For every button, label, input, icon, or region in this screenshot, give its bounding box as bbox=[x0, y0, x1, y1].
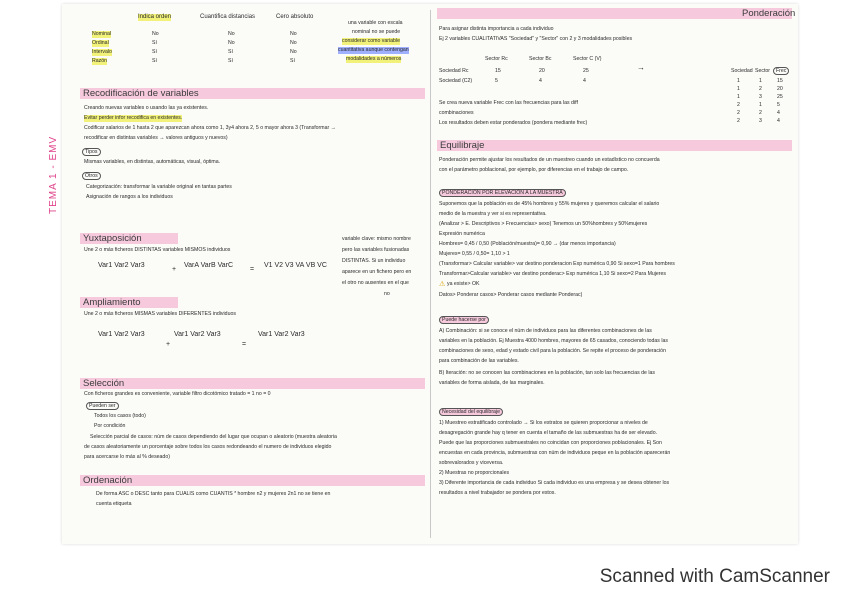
pond-cell: 20 bbox=[539, 68, 545, 74]
pond-right-header: Frec bbox=[773, 67, 789, 75]
pond-line: Para asignar distinta importancia a cada individuo bbox=[439, 26, 554, 32]
pond-col-header: Sector C (V) bbox=[573, 56, 602, 62]
orden-line: cuenta etiqueta bbox=[96, 501, 132, 507]
pond-right-cell: 5 bbox=[777, 102, 780, 108]
recod-line: Creando nuevas variables o usando las ya existentes. bbox=[84, 105, 209, 111]
pond-right-cell: 1 bbox=[737, 86, 740, 92]
pond-after-line: Se crea nueva variable Frec con las frecuencias para las diff bbox=[439, 100, 578, 106]
pond-row-name: Sociedad (C2) bbox=[439, 78, 473, 84]
hacer-title: Puede hacerse por bbox=[439, 316, 489, 324]
level-cell: No bbox=[290, 49, 297, 55]
selec-line: Con ficheros grandes es conveniente, variable filtro dicotómico tratado = 1 no = 0 bbox=[84, 391, 271, 397]
equil-line: Datos> Ponderar casos> Ponderar casos mediante Ponderac) bbox=[439, 292, 583, 298]
nec-line: resultados a nivel trabajador se pondera por estos. bbox=[439, 490, 556, 496]
pond-after-line: combinaciones bbox=[439, 110, 474, 116]
recod-line: Mismas variables, en distintas, automáticas, visual, óptima. bbox=[84, 159, 221, 165]
equil-subheading: PONDERACIÓN POR ELEVACIÓN A LA MUESTRA bbox=[439, 189, 566, 197]
tipos-label: Tipos bbox=[82, 148, 101, 156]
camscanner-watermark: Scanned with CamScanner bbox=[599, 566, 830, 587]
level-cell: No bbox=[228, 31, 235, 37]
levels-note: modalidades a números bbox=[346, 56, 402, 62]
level-row-name: Nominal bbox=[92, 31, 112, 37]
equil-line: Transformar>Calcular variable> var destino ponderac> Exp numérica 1,10 Si sexo=2 Para Mujeres bbox=[439, 271, 667, 277]
level-row-name: Intervalo bbox=[92, 49, 112, 55]
equil-line: ya existe> OK bbox=[447, 281, 480, 287]
levels-note: una variable con escala bbox=[348, 20, 403, 26]
level-cell: No bbox=[152, 31, 159, 37]
warning-icon: ⚠ bbox=[439, 281, 446, 288]
yuxta-line: Une 2 o más ficheros DISTINTAS variables MISMOS individuos bbox=[84, 247, 231, 253]
recod-line: recodificar en distintas variables → valores antiguos y nuevos) bbox=[84, 135, 228, 141]
levels-note: considerar como variable bbox=[342, 38, 400, 44]
levels-header-2: Cuantifica distancias bbox=[200, 14, 256, 20]
equil-line: con el parámetro poblacional, por ejemplo, por diferencias en el trabajo de campo. bbox=[439, 167, 629, 173]
nec-line: 2) Muestras no proporcionales bbox=[439, 470, 510, 476]
pond-row-name: Sociedad Rc bbox=[439, 68, 469, 74]
orden-line: De forma ASC o DESC tanto para CUALIS como CUANTIS * hombre n2 y mujeres 2n1 no se tiene en bbox=[96, 491, 331, 497]
side-title: TEMA 1 - EMV bbox=[48, 135, 59, 214]
pond-right-cell: 4 bbox=[777, 110, 780, 116]
nec-line: Puede que las proporciones submuestrales no coincidan con proporciones poblacionales. Ej Son bbox=[439, 440, 662, 446]
nec-line: sobrevalorados y viceversa. bbox=[439, 460, 504, 466]
scanned-page bbox=[48, 4, 798, 544]
recod-line: Asignación de rangos a los individuos bbox=[86, 194, 173, 200]
hacer-line: combinaciones de sexo, edad y estado civil para la población. Se repite el proceso de ponderación bbox=[439, 348, 666, 354]
pond-line: Ej 2 variables CUALITATIVAS "Sociedad" y "Sector" con 2 y 3 modalidades posibles bbox=[439, 36, 633, 42]
equil-line: Mujeres= 0,55 / 0,50= 1,10 > 1 bbox=[439, 251, 510, 257]
nec-title: Necesidad del equilibraje bbox=[439, 408, 503, 416]
equil-line: Expresión numérica bbox=[439, 231, 485, 237]
level-cell: Sí bbox=[228, 49, 233, 55]
level-cell: Sí bbox=[152, 40, 157, 46]
pond-right-header: Sociedad bbox=[731, 68, 753, 74]
level-row-name: Razón bbox=[92, 58, 107, 64]
yuxta-note: el otro no ausentes en el que bbox=[342, 280, 409, 286]
pond-right-cell: 1 bbox=[759, 78, 762, 84]
pond-right-cell: 2 bbox=[737, 110, 740, 116]
yuxta-note: no bbox=[384, 291, 390, 297]
nec-line: 1) Muestreo estratificado controlado → Si los estratos se quieren proporcionar a niveles de bbox=[439, 420, 648, 426]
level-cell: Sí bbox=[290, 58, 295, 64]
pond-right-cell: 3 bbox=[759, 94, 762, 100]
level-row-name: Ordinal bbox=[92, 40, 109, 46]
levels-header-3: Cero absoluto bbox=[276, 14, 314, 20]
pond-right-header: Sector bbox=[755, 68, 770, 74]
recod-line: Codificar salarios de 1 hasta 2 que aparezcan ahora como 1, 3y4 ahora 2, 5 o mayor ahora 3 (Transformar → bbox=[84, 125, 336, 131]
pond-right-cell: 2 bbox=[759, 86, 762, 92]
formula-op: + bbox=[172, 266, 177, 273]
hacer-line: variables en la población. Ej Muestra 4000 hombres, mayores de 65 casados, conociendo todas las bbox=[439, 338, 668, 344]
pond-right-cell: 15 bbox=[777, 78, 783, 84]
equil-line: (Transformar> Calcular variable> var destino ponderacion Exp numérica 0,90 Si sexo=1 Para hombres bbox=[439, 261, 675, 267]
pond-right-cell: 20 bbox=[777, 86, 783, 92]
pond-cell: 25 bbox=[583, 68, 589, 74]
pond-right-cell: 3 bbox=[759, 118, 762, 124]
column-divider bbox=[430, 10, 431, 538]
right-column bbox=[437, 4, 796, 544]
formula-op: = bbox=[242, 341, 247, 348]
ampl-title: Ampliamiento bbox=[83, 297, 141, 308]
nec-line: encuestas en cada provincia, submuestras con núm de individuos peque en la población aparecerán bbox=[439, 450, 671, 456]
pond-right-cell: 25 bbox=[777, 94, 783, 100]
level-cell: Sí bbox=[152, 58, 157, 64]
pond-cell: 4 bbox=[539, 78, 542, 84]
formula-term: Var1 Var2 Var3 bbox=[174, 331, 221, 338]
arrow-icon: → bbox=[637, 63, 645, 72]
pueden-ser-label: Pueden ser bbox=[86, 402, 119, 410]
yuxta-note: DISTINTAS. Si un individuo bbox=[342, 258, 406, 264]
level-cell: Sí bbox=[152, 49, 157, 55]
pond-cell: 15 bbox=[495, 68, 501, 74]
nec-line: desagregación grande hay q tener en cuenta el tamaño de las submuestras ha de ser elevado. bbox=[439, 430, 658, 436]
yuxta-title: Yuxtaposición bbox=[83, 233, 142, 244]
selec-title: Selección bbox=[83, 378, 125, 389]
pond-right-cell: 4 bbox=[777, 118, 780, 124]
yuxta-note: variable clave: mismo nombre bbox=[342, 236, 411, 242]
levels-note: cuantitativa aunque contengan bbox=[338, 47, 409, 53]
pond-right-cell: 2 bbox=[759, 110, 762, 116]
pond-after-line: Los resultados deben estar ponderados (pondera mediante frec) bbox=[439, 120, 588, 126]
hacer-line: B) Iteración: no se conocen las combinaciones en la población, tan solo las frecuencias de las bbox=[439, 370, 655, 376]
equil-line: (Analizar > E. Descriptivos > Frecuencias> sexo) Tenemos un 50%hombres y 50%mujeres bbox=[439, 221, 648, 227]
pond-col-header: Sector Rc bbox=[485, 56, 508, 62]
formula-op: + bbox=[166, 341, 171, 348]
section-bar bbox=[437, 140, 792, 151]
ampl-line: Une 2 o más ficheros MISMAS variables DIFERENTES individuos bbox=[84, 311, 236, 317]
equil-line: Ponderación permite ajustar los resultados de un muestreo cuando un estadístico no concuerda bbox=[439, 157, 660, 163]
level-cell: No bbox=[290, 40, 297, 46]
hacer-line: para combinación de las variables. bbox=[439, 358, 519, 364]
yuxta-note: pero las variables fusionadas bbox=[342, 247, 410, 253]
formula-op: = bbox=[250, 266, 255, 273]
pond-right-cell: 1 bbox=[759, 102, 762, 108]
equil-title: Equilibraje bbox=[440, 140, 485, 151]
recod-line: Categorización: transformar la variable original en tantas partes bbox=[86, 184, 232, 190]
yuxta-note: aparece en un fichero pero en bbox=[342, 269, 412, 275]
levels-note: nominal no se puede bbox=[352, 29, 401, 35]
pond-title: Ponderación bbox=[742, 8, 796, 19]
formula-term: Var1 Var2 Var3 bbox=[98, 262, 145, 269]
selec-line: Por condición bbox=[94, 423, 126, 429]
selec-line: para acercarse lo más al % deseado) bbox=[84, 454, 170, 460]
formula-term: VarA VarB VarC bbox=[184, 262, 234, 269]
pond-cell: 4 bbox=[583, 78, 586, 84]
selec-line: de casos aleatoriamente un porcentaje sobre todos los casos redondeando el numero de individuos elegido bbox=[84, 444, 332, 450]
pond-right-cell: 1 bbox=[737, 94, 740, 100]
pond-right-cell: 2 bbox=[737, 102, 740, 108]
nec-line: 3) Diferente importancia de cada individuo Si cada individuo es una empresa y se desea obtener los bbox=[439, 480, 670, 486]
equil-line: Hombres= 0,45 / 0,50 (Población/muestra)= 0,90 → (dar menos importancia) bbox=[439, 241, 616, 247]
level-cell: Sí bbox=[228, 58, 233, 64]
hacer-line: A) Combinación: si se conoce el núm de individuos para las diferentes combinaciones de las bbox=[439, 328, 652, 334]
level-cell: No bbox=[228, 40, 235, 46]
otros-label: Otros bbox=[82, 172, 101, 180]
recod-line: Evitar perder infor recodifica en existentes. bbox=[84, 115, 183, 121]
section-bar bbox=[80, 378, 425, 389]
formula-term: Var1 Var2 Var3 bbox=[258, 331, 305, 338]
levels-header-1: Indica orden bbox=[138, 14, 172, 20]
equil-line: medio de la muestra y ver si es representativa. bbox=[439, 211, 547, 217]
pond-right-cell: 2 bbox=[737, 118, 740, 124]
level-cell: No bbox=[290, 31, 297, 37]
equil-line: Suponemos que la población es de 45% hombres y 55% mujeres y queremos calcular el salario bbox=[439, 201, 660, 207]
selec-line: Selección parcial de casos: núm de casos dependiendo del lugar que ocupan o aleatorio (muestra aleatoria bbox=[90, 434, 337, 440]
left-column bbox=[80, 4, 425, 544]
formula-term: Var1 Var2 Var3 bbox=[98, 331, 145, 338]
selec-line: Todos los casos (todo) bbox=[94, 413, 146, 419]
pond-right-cell: 1 bbox=[737, 78, 740, 84]
recod-title: Recodificación de variables bbox=[83, 88, 199, 99]
hacer-line: variables de forma aislada, de las marginales. bbox=[439, 380, 545, 386]
pond-cell: 5 bbox=[495, 78, 498, 84]
orden-title: Ordenación bbox=[83, 475, 133, 486]
formula-term: V1 V2 V3 VA VB VC bbox=[264, 262, 327, 269]
pond-col-header: Sector Bc bbox=[529, 56, 552, 62]
